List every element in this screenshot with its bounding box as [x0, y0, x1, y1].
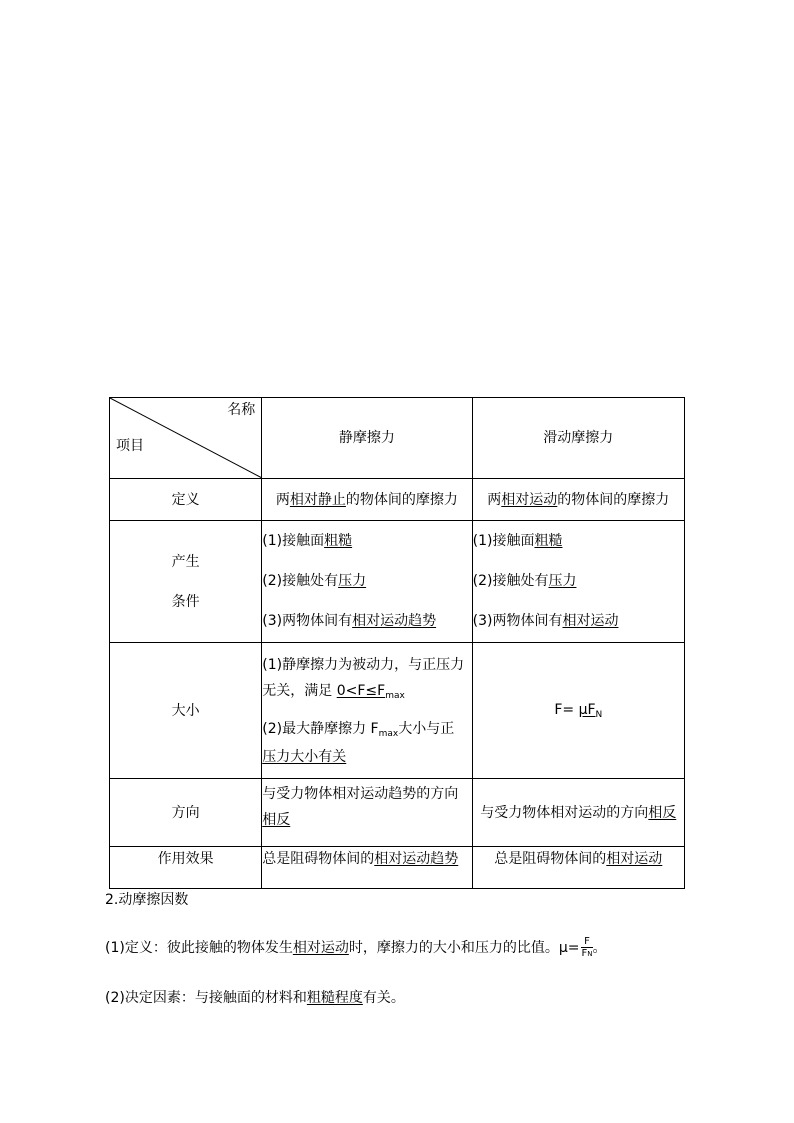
text: 总是阻碍物体间的	[494, 851, 607, 867]
underlined-term: 相反	[648, 804, 677, 821]
underlined-term: 相对运动趋势	[352, 613, 437, 629]
sliding-definition	[472, 479, 684, 521]
text: μF	[578, 701, 596, 718]
table-row-magnitude	[110, 643, 685, 779]
definition-paragraph	[105, 936, 607, 960]
label-line: 条件	[171, 593, 200, 610]
fraction-denominator	[581, 948, 592, 960]
underlined-term: 相反	[262, 812, 291, 828]
header-static-friction: 静摩擦力	[262, 398, 472, 479]
list-item	[473, 521, 684, 561]
text: (2)接触处有	[472, 573, 549, 589]
row-label-direction: 方向	[110, 779, 262, 847]
mu-fraction	[581, 936, 592, 960]
list-item	[473, 561, 684, 601]
underlined-term: 相对运动	[606, 851, 663, 867]
text: (1)接触面	[262, 533, 325, 549]
underlined-term: 压力大小有关	[262, 748, 347, 765]
underlined-term: 压力	[338, 573, 367, 589]
list-item	[262, 601, 471, 641]
text: (2)接触处有	[262, 573, 339, 589]
table-row-direction	[110, 779, 685, 847]
text: 的物体间的摩擦力	[345, 491, 458, 508]
text-line	[262, 807, 471, 833]
text: (2)最大静摩擦力 F	[262, 720, 379, 737]
sliding-effect	[472, 847, 684, 889]
underlined-term: 相对运动	[501, 491, 558, 508]
text: 时，摩擦力的大小和压力的比值。μ=	[348, 940, 580, 956]
underlined-formula	[337, 683, 405, 699]
underlined-term: 相对运动趋势	[374, 851, 459, 867]
list-item	[473, 601, 684, 641]
subscript: max	[378, 728, 399, 739]
text: 总是阻碍物体间的	[262, 851, 375, 867]
table-header-row	[110, 398, 685, 479]
subscript: max	[385, 690, 405, 701]
text-line	[262, 678, 471, 706]
text-line	[262, 744, 471, 770]
list-item	[262, 561, 471, 601]
static-magnitude	[262, 643, 472, 779]
header-diagonal-cell	[110, 398, 262, 479]
text: 无关，满足	[262, 682, 337, 699]
header-sliding-friction: 滑动摩擦力	[472, 398, 684, 479]
header-name-label: 名称	[227, 402, 256, 418]
label-line: 产生	[171, 553, 200, 570]
row-label-conditions	[110, 521, 262, 643]
factor-paragraph	[105, 988, 405, 1008]
static-conditions	[262, 521, 472, 643]
friction-comparison-table	[109, 397, 685, 889]
text: (2)决定因素：与接触面的材料和	[105, 990, 307, 1006]
sliding-magnitude	[472, 643, 684, 779]
subscript: N	[595, 709, 603, 720]
text: 的物体间的摩擦力	[557, 491, 670, 508]
row-label-effect: 作用效果	[110, 847, 262, 889]
sliding-conditions	[472, 521, 684, 643]
text: 大小与正	[398, 720, 455, 737]
underlined-term: 粗糙	[534, 533, 563, 549]
text: 两	[275, 491, 290, 508]
table-row-definition	[110, 479, 685, 521]
underlined-term: 压力	[548, 573, 577, 589]
fraction-numerator: F	[581, 936, 592, 948]
underlined-term: 相对静止	[289, 491, 346, 508]
text-line	[262, 716, 471, 744]
subscript: N	[587, 950, 593, 958]
static-effect	[262, 847, 472, 889]
text: (3)两物体间有	[262, 613, 353, 629]
text: 两	[487, 491, 502, 508]
header-item-label: 项目	[116, 438, 144, 454]
text: F=	[554, 701, 579, 718]
row-label-magnitude: 大小	[110, 643, 262, 779]
text: 有关。	[362, 990, 405, 1006]
text: 与受力物体相对运动的方向	[480, 804, 649, 821]
underlined-term: 粗糙程度	[306, 990, 363, 1006]
underlined-term: 粗糙	[324, 533, 353, 549]
text: (1)定义：彼此接触的物体发生	[105, 940, 293, 956]
underlined-formula	[579, 702, 603, 718]
list-item	[262, 521, 471, 561]
sliding-direction	[472, 779, 684, 847]
static-direction	[262, 779, 472, 847]
text: (1)接触面	[472, 533, 535, 549]
table-row-conditions	[110, 521, 685, 643]
static-definition	[262, 479, 472, 521]
text: 。	[592, 940, 607, 956]
text: F	[581, 948, 588, 959]
text: 0<F≤F	[336, 682, 386, 699]
text-line: (1)静摩擦力为被动力，与正压力	[262, 656, 465, 673]
underlined-term: 相对运动	[562, 613, 619, 629]
table-row-effect	[110, 847, 685, 889]
section-title: 2.动摩擦因数	[105, 892, 189, 908]
row-label-definition: 定义	[110, 479, 262, 521]
text-line: 与受力物体相对运动趋势的方向	[262, 786, 459, 802]
underlined-term: 相对运动	[292, 940, 349, 956]
text: (3)两物体间有	[472, 613, 563, 629]
